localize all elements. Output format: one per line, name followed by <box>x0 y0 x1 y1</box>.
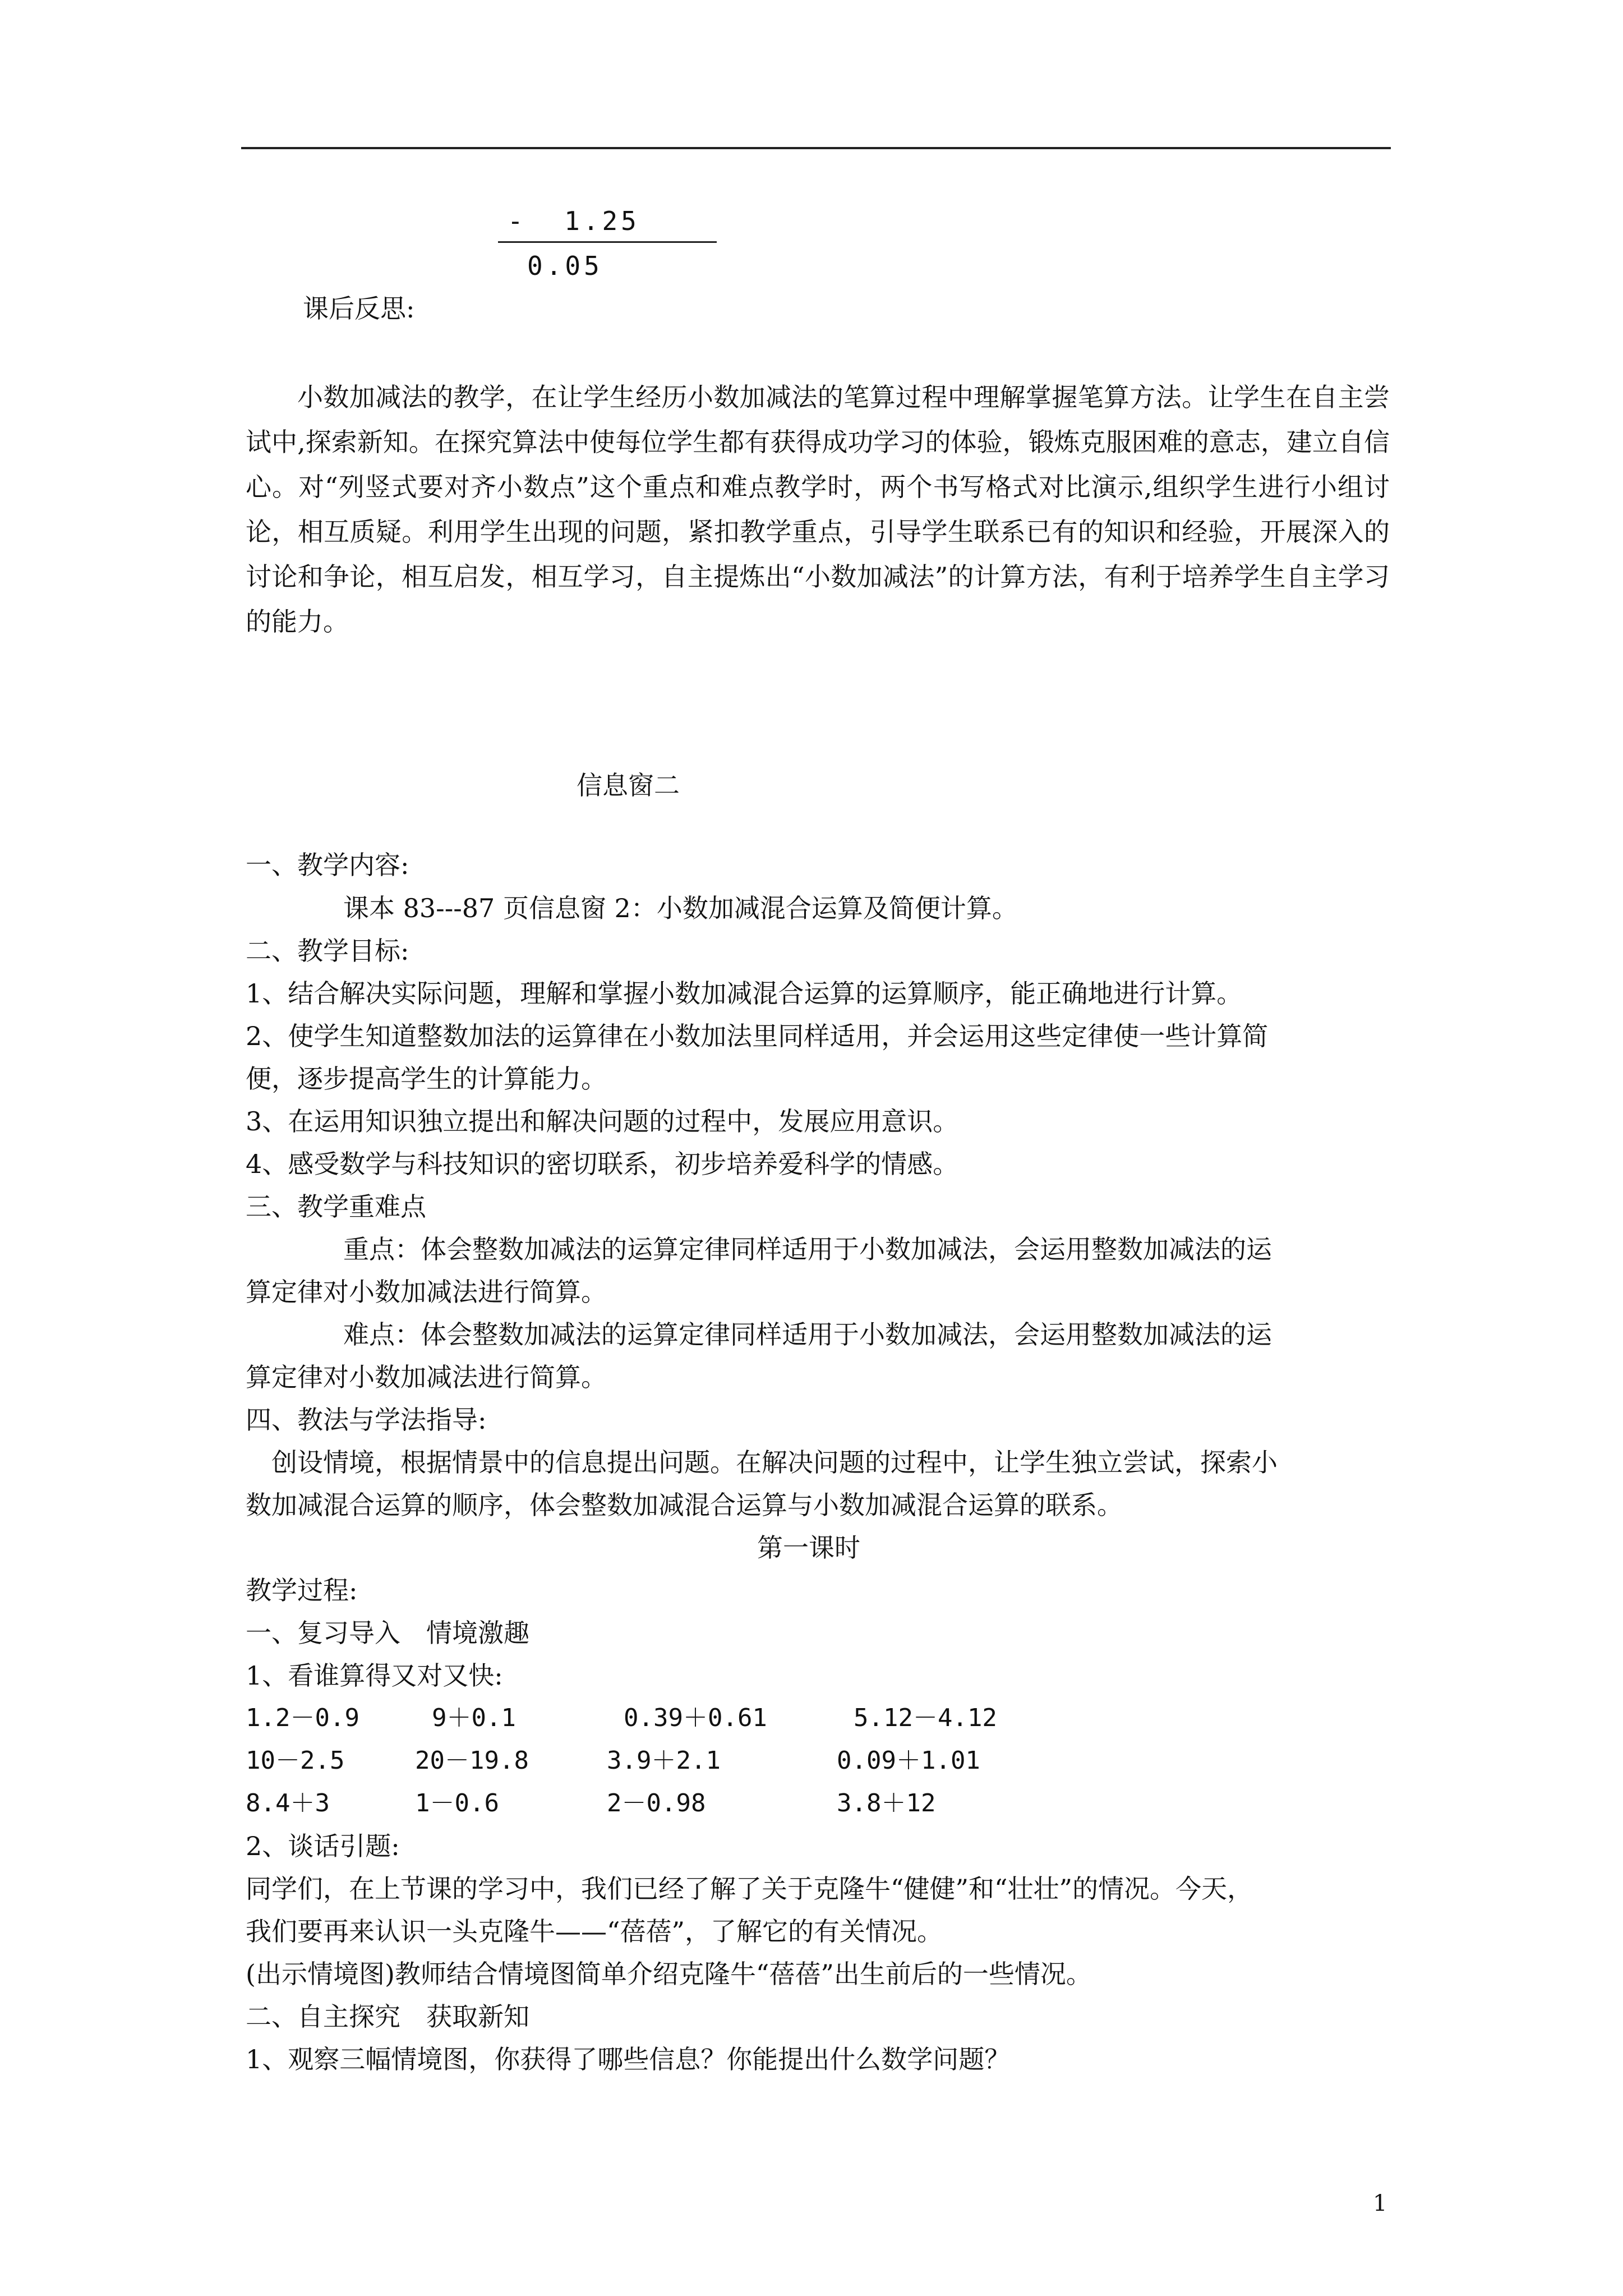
heading-content: 一、教学内容: <box>246 850 409 880</box>
exercise: 10－2.5 <box>246 1746 345 1775</box>
goal-2-line-2: 便，逐步提高学生的计算能力。 <box>246 1064 607 1094</box>
step-1-item-1: 1、看谁算得又对又快: <box>246 1660 503 1691</box>
section-title: 信息窗二 <box>577 770 680 800</box>
exercise: 9＋0.1 <box>432 1704 516 1732</box>
calc-underline <box>498 241 717 243</box>
goal-3: 3、在运用知识独立提出和解决问题的过程中，发展应用意识。 <box>246 1106 959 1137</box>
goal-4: 4、感受数学与科技知识的密切联系，初步培养爱科学的情感。 <box>246 1149 959 1179</box>
key-point-line-1: 重点：体会整数加减法的运算定律同样适用于小数加减法，会运用整数加减法的运 <box>343 1234 1272 1264</box>
heading-method: 四、教法与学法指导: <box>246 1405 487 1435</box>
lesson-title: 第一课时 <box>757 1533 860 1563</box>
heading-goals: 二、教学目标: <box>246 936 409 966</box>
talk-line-2: 我们要再来认识一头克隆牛——“蓓蓓”，了解它的有关情况。 <box>246 1916 943 1947</box>
goal-1: 1、结合解决实际问题，理解和掌握小数加减混合运算的运算顺序，能正确地进行计算。 <box>246 978 1243 1009</box>
exercise: 2－0.98 <box>607 1789 706 1818</box>
exercise: 1－0.6 <box>415 1789 499 1818</box>
step-1-item-2: 2、谈话引题: <box>246 1831 400 1861</box>
difficulty-line-1: 难点：体会整数加减法的运算定律同样适用于小数加减法，会运用整数加减法的运 <box>343 1319 1272 1350</box>
exercise: 3.8＋12 <box>837 1789 936 1818</box>
exercise: 8.4＋3 <box>246 1789 330 1818</box>
talk-line-3: (出示情境图)教师结合情境图简单介绍克隆牛“蓓蓓”出生前后的一些情况。 <box>246 1959 1092 1989</box>
calc-subtrahend: - 1.25 <box>508 206 640 236</box>
key-point-line-2: 算定律对小数加减法进行简算。 <box>246 1277 607 1307</box>
exercise: 20－19.8 <box>415 1746 529 1775</box>
step-1-heading: 一、复习导入 情境激趣 <box>246 1618 529 1648</box>
header-rule <box>241 147 1391 149</box>
difficulty-line-2: 算定律对小数加减法进行简算。 <box>246 1362 607 1392</box>
process-heading: 教学过程: <box>246 1575 358 1605</box>
method-line-1: 创设情境，根据情景中的信息提出问题。在解决问题的过程中，让学生独立尝试，探索小 <box>271 1447 1278 1478</box>
heading-keypoints: 三、教学重难点 <box>246 1191 426 1222</box>
reflection-heading: 课后反思: <box>303 293 415 324</box>
reflection-paragraph: 小数加减法的教学，在让学生经历小数加减法的笔算过程中理解掌握笔算方法。让学生在自主尝试中,探索新知。在探究算法中使每位学生都有获得成功学习的体验，锻炼克服困难的意志，建立自信心。对“列竖式要对齐小数点”这个重点和难点教学时，两个书写格式对比演示,组织学生进行小组讨论，相互质疑。利用学生出现的问题，紧扣教学重点，引导学生联系已有的知识和经验，开展深入的讨论和争论，相互启发，相互学习，自主提炼出“小数加减法”的计算方法，有利于培养学生自主学习的能力。 <box>246 382 1390 637</box>
step-2-item-1: 1、观察三幅情境图，你获得了哪些信息？你能提出什么数学问题？ <box>246 2044 1011 2074</box>
step-2-heading: 二、自主探究 获取新知 <box>246 2001 529 2032</box>
exercise: 0.39＋0.61 <box>624 1704 767 1732</box>
page-number: 1 <box>1373 2191 1387 2216</box>
method-line-2: 数加减混合运算的顺序，体会整数加减混合运算与小数加减混合运算的联系。 <box>246 1490 1123 1520</box>
content-text: 课本 83---87 页信息窗 2：小数加减混合运算及简便计算。 <box>343 893 1018 923</box>
talk-line-1: 同学们，在上节课的学习中，我们已经了解了关于克隆牛“健健”和“壮壮”的情况。今天， <box>246 1874 1253 1904</box>
exercise: 1.2－0.9 <box>246 1704 359 1732</box>
exercise: 3.9＋2.1 <box>607 1746 721 1775</box>
exercise: 5.12－4.12 <box>854 1704 997 1732</box>
exercise: 0.09＋1.01 <box>837 1746 980 1775</box>
calc-result: 0.05 <box>527 251 603 281</box>
goal-2-line-1: 2、使学生知道整数加法的运算律在小数加法里同样适用，并会运用这些定律使一些计算简 <box>246 1021 1269 1051</box>
